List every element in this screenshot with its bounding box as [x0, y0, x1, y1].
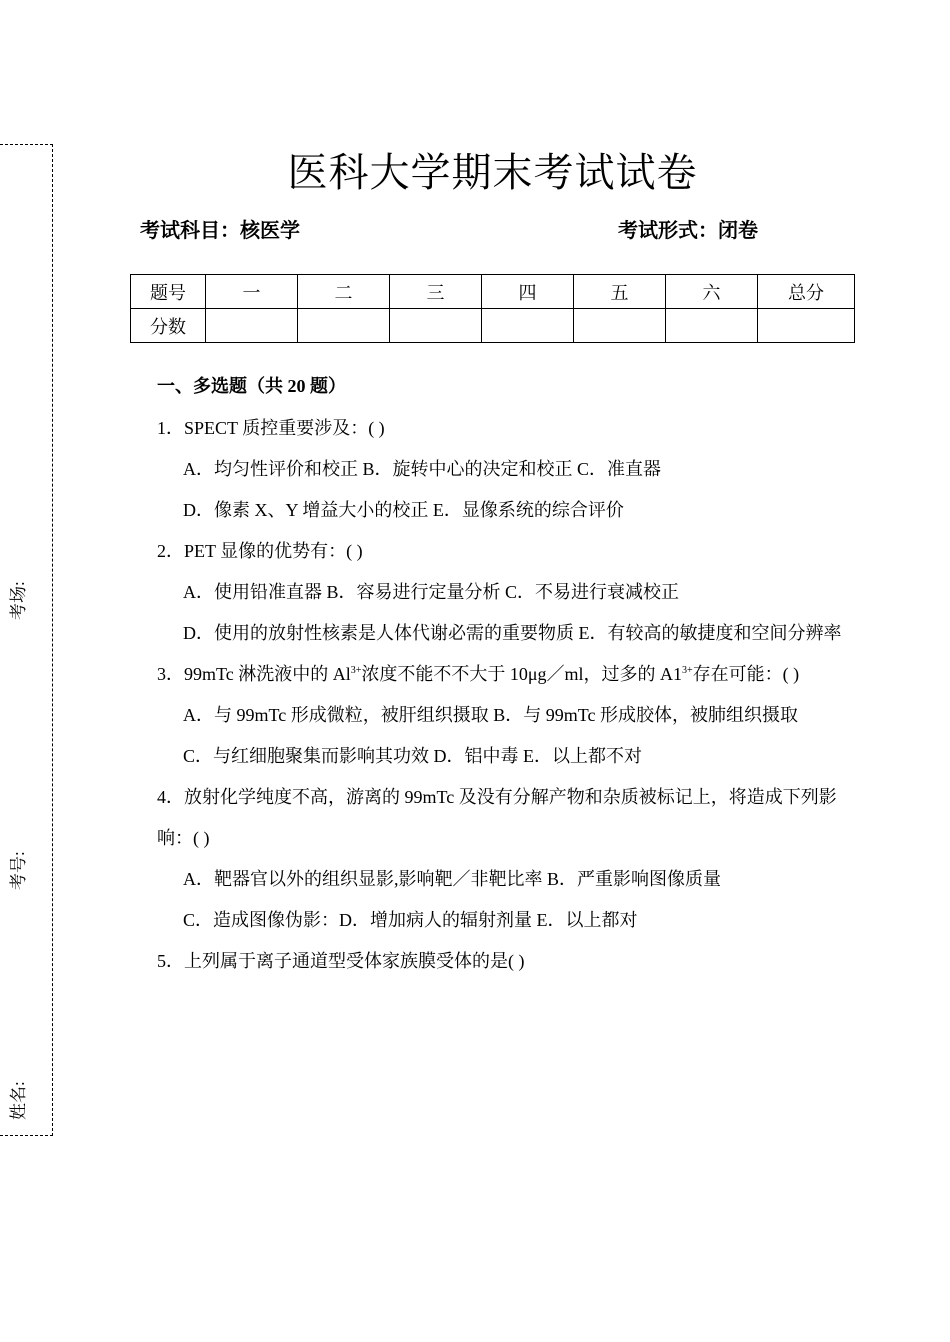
question-options: A．使用铅准直器 B．容易进行定量分析 C．不易进行衰减校正 [183, 582, 680, 602]
binding-dashed-line [0, 144, 53, 1136]
table-cell: 总分 [758, 275, 855, 309]
table-cell: 四 [482, 275, 574, 309]
score-cell[interactable] [758, 309, 855, 343]
table-cell: 题号 [131, 275, 206, 309]
superscript: 3+ [682, 665, 693, 676]
table-cell: 二 [298, 275, 390, 309]
question-options: A．靶器官以外的组织显影,影响靶／非靶比率 B．严重影响图像质量 [183, 869, 722, 889]
score-cell[interactable] [298, 309, 390, 343]
score-table [130, 274, 855, 343]
stem-text: 3．99mTc 淋洗液中的 Al [157, 664, 351, 684]
question-stem: 2．PET 显像的优势有：( ) [157, 541, 363, 561]
question-options: C．与红细胞聚集而影响其功效 D．铝中毒 E．以上都不对 [183, 746, 642, 766]
score-table-score-row [131, 309, 855, 343]
exam-content [157, 370, 847, 982]
exam-subject: 考试科目：核医学 [140, 220, 300, 242]
question-stem [157, 654, 847, 695]
question-stem: 4．放射化学纯度不高，游离的 99mTc 及没有分解产物和杂质被标记上，将造成下列影响：( ) [157, 787, 837, 848]
exam-format: 考试形式：闭卷 [618, 220, 758, 242]
score-table-header-row [131, 275, 855, 309]
question-options: A．与 99mTc 形成微粒，被肝组织摄取 B．与 99mTc 形成胶体，被肺组织摄取 [183, 705, 798, 725]
score-cell[interactable] [390, 309, 482, 343]
score-cell[interactable] [666, 309, 758, 343]
exam-venue-label: 考场: [9, 581, 28, 620]
question-options: C．造成图像伪影：D．增加病人的辐射剂量 E．以上都对 [183, 910, 638, 930]
superscript: 3+ [350, 665, 362, 676]
student-name-label: 姓名: [9, 1081, 28, 1120]
question-stem: 1．SPECT 质控重要涉及：( ) [157, 418, 385, 438]
question-options: A．均匀性评价和校正 B．旋转中心的决定和校正 C．准直器 [183, 459, 662, 479]
page-title: 医科大学期末考试试卷 [287, 150, 698, 195]
stem-text: 存在可能：( ) [692, 664, 800, 684]
question-options: D．像素 X、Y 增益大小的校正 E．显像系统的综合评价 [183, 500, 624, 520]
table-cell: 五 [574, 275, 666, 309]
exam-number-label: 考号: [9, 851, 28, 890]
question-stem: 5．上列属于离子通道型受体家族膜受体的是( ) [157, 951, 525, 971]
stem-text: 浓度不能不不大于 10μg／ml，过多的 A1 [361, 664, 683, 684]
score-cell[interactable] [206, 309, 298, 343]
table-cell: 分数 [131, 309, 206, 343]
score-cell[interactable] [574, 309, 666, 343]
score-cell[interactable] [482, 309, 574, 343]
table-cell: 六 [666, 275, 758, 309]
question-options: D．使用的放射性核素是人体代谢必需的重要物质 E．有较高的敏捷度和空间分辨率 [183, 623, 842, 643]
table-cell: 三 [390, 275, 482, 309]
section-heading: 一、多选题（共 20 题） [157, 376, 346, 396]
table-cell: 一 [206, 275, 298, 309]
